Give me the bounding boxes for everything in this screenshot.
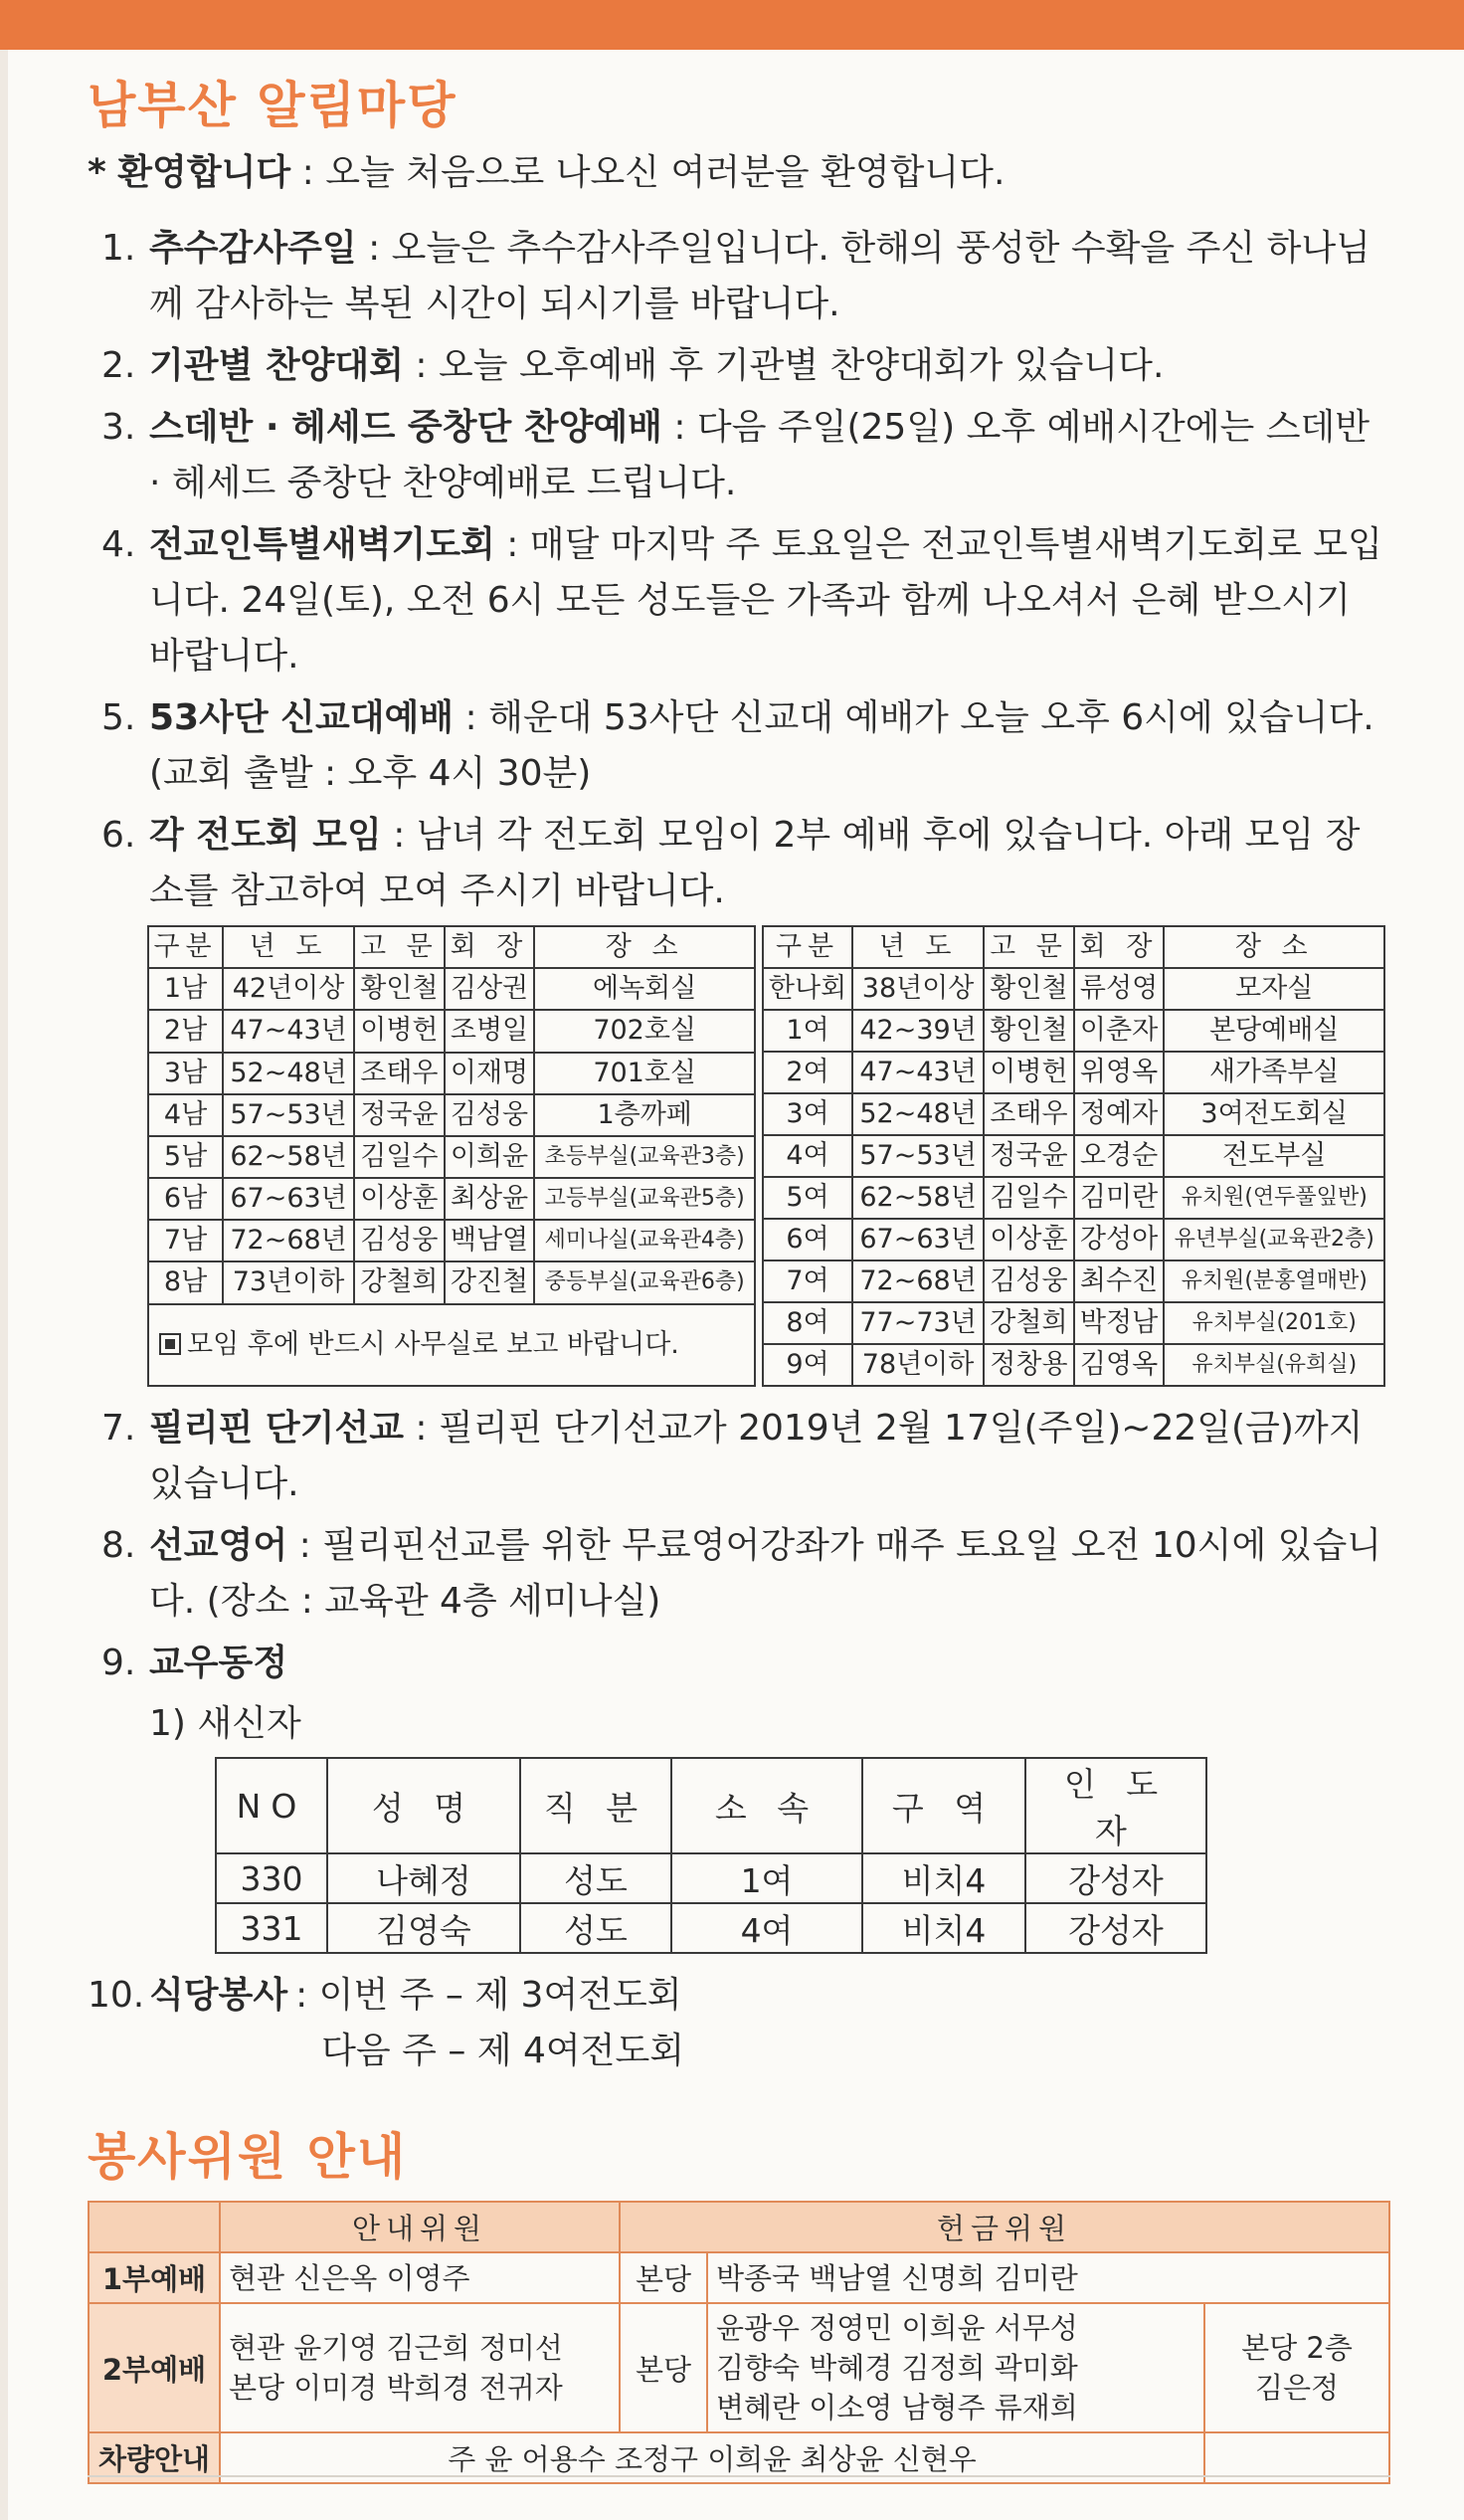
cell: 나혜정 [327,1853,520,1903]
notice-head: 추수감사주일 [149,228,357,269]
cell: 6남 [148,1178,223,1220]
notice-number: 4. [101,524,136,565]
cell: 모자실 [1164,968,1384,1010]
cell: 3여전도회실 [1164,1093,1384,1135]
cell: 7남 [148,1220,223,1261]
cell: 유치원(분홍열매반) [1164,1260,1384,1302]
cell: 위영옥 [1074,1052,1165,1093]
cell: 52~48년 [852,1093,984,1135]
cell: 비치4 [862,1903,1025,1953]
cell: 이춘자 [1074,1010,1165,1052]
table-row [763,1344,1384,1386]
cell: 김영숙 [327,1903,520,1953]
table-row [148,1094,755,1136]
cell: 57~53년 [223,1094,354,1136]
cell: 조태우 [984,1093,1074,1135]
table-row [148,1136,755,1178]
cell: 성도 [520,1853,671,1903]
cell: 정창용 [984,1344,1074,1386]
usher-line: 현관 윤기영 김근희 정미선 [229,2331,563,2365]
notice-number: 10. [88,1975,145,2016]
column-header: 구 역 [862,1758,1025,1853]
cell: 이상훈 [984,1219,1074,1260]
notices-title: 남부산 알림마당 [88,77,458,134]
table-row [216,1853,1206,1903]
column-header: 회 장 [1074,926,1165,968]
table-row [148,968,755,1010]
cell: 류성영 [1074,968,1165,1010]
cell: 김상권 [445,968,535,1010]
cell: 78년이하 [852,1344,984,1386]
notice-number: 5. [101,697,136,738]
cell: 330 [216,1853,327,1903]
cell: 백남열 [445,1220,535,1261]
cell: 황인철 [984,1010,1074,1052]
cell: 1남 [148,968,223,1010]
table-header-row [148,926,755,968]
cell: 정국윤 [354,1094,445,1136]
bulletin-page [88,72,1390,2484]
column-header: 성 명 [327,1758,520,1853]
meal-service-notice [88,1968,1390,2079]
offering-line: 김향숙 박혜경 김정희 곽미화 [716,2351,1078,2385]
report-note [148,1304,755,1386]
cell: 38년이상 [852,968,984,1010]
row-label: 2부예배 [89,2303,220,2432]
notice-item [88,808,1390,919]
notice-text: : 필리핀 단기선교가 2019년 2월 17일(주일)~22일(금)까지 있습니다. [149,1408,1364,1504]
cell: 세미나실(교육관4층) [534,1220,755,1261]
women-department-table [762,925,1385,1387]
cell: 성도 [520,1903,671,1953]
newcomer-subheading: 1) 새신자 [149,1703,301,1744]
table-header-row [216,1758,1206,1853]
notice-head: 교우동정 [149,1643,288,1683]
table-row [148,1010,755,1052]
notice-head: 식당봉사 [149,1975,288,2016]
cell: 정국윤 [984,1135,1074,1177]
cell: 2남 [148,1010,223,1052]
cell: 김성웅 [354,1220,445,1261]
cell: 김일수 [354,1136,445,1178]
notice-item [88,517,1390,684]
table-note-row [148,1304,755,1386]
notice-item [88,1518,1390,1630]
notice-text: : 남녀 각 전도회 모임이 2부 예배 후에 있습니다. 아래 모임 장소를 참고하여 모여 주시기 바랍니다. [149,815,1361,911]
cell: 오경순 [1074,1135,1165,1177]
meal-this-week: : 이번 주 – 제 3여전도회 [295,1975,682,2016]
cell: 김성웅 [984,1260,1074,1302]
car-guide-names: 주 윤 어용수 조정구 이희윤 최상윤 신현우 [220,2432,1204,2483]
cell: 정예자 [1074,1093,1165,1135]
notice-head: 선교영어 [149,1525,288,1566]
extra-name: 김은정 [1254,2371,1340,2405]
notice-number: 1. [101,228,136,269]
notice-list [88,221,1390,2079]
cell: 4남 [148,1094,223,1136]
cell: 전도부실 [1164,1135,1384,1177]
column-header: 년 도 [223,926,354,968]
offering-names: 박종국 백남열 신명희 김미란 [707,2252,1389,2303]
men-department-table [147,925,756,1387]
cell: 강철희 [984,1302,1074,1344]
cell: 에녹회실 [534,968,755,1010]
row-label: 1부예배 [89,2252,220,2303]
column-header: 고 문 [984,926,1074,968]
cell: 이재명 [445,1053,535,1094]
cell: 황인철 [984,968,1074,1010]
cell: 이상훈 [354,1178,445,1220]
column-header: 회 장 [445,926,535,968]
cell: 조병일 [445,1010,535,1052]
cell: 김성웅 [445,1094,535,1136]
cell: 47~43년 [852,1052,984,1093]
cell: 박정남 [1074,1302,1165,1344]
notice-text: : 해운대 53사단 신교대 예배가 오늘 오후 6시에 있습니다. (교회 출발 : 오후 4시 30분) [149,697,1374,794]
cell: 8여 [763,1302,852,1344]
notice-number: 7. [101,1408,136,1449]
cell: 1여 [763,1010,852,1052]
cell: 중등부실(교육관6층) [534,1261,755,1303]
welcome-text: : 오늘 처음으로 나오신 여러분을 환영합니다. [301,152,1006,193]
cell: 이병헌 [354,1010,445,1052]
cell: 9여 [763,1344,852,1386]
newcomer-table [215,1757,1207,1954]
notice-item [88,1401,1390,1512]
notice-head: 각 전도회 모임 [149,815,382,856]
notice-text: : 필리핀선교를 위한 무료영어강좌가 매주 토요일 오전 10시에 있습니다. (장소 : 교육관 4층 세미나실) [149,1525,1381,1622]
table-row [148,1261,755,1303]
cell: 3남 [148,1053,223,1094]
column-header: 구분 [148,926,223,968]
column-header: 소 속 [671,1758,862,1853]
note-square-icon [159,1333,181,1355]
cell: 331 [216,1903,327,1953]
cell: 42년이상 [223,968,354,1010]
column-header: NO [216,1758,327,1853]
cell: 72~68년 [852,1260,984,1302]
cell: 8남 [148,1261,223,1303]
welcome-line [88,145,1390,201]
cell: 김미란 [1074,1177,1165,1219]
offering-place: 본당 [620,2303,707,2432]
notice-number: 2. [101,345,136,386]
notice-head: 스데반 · 헤세드 중창단 찬양예배 [149,407,662,448]
volunteers-title: 봉사위원 안내 [88,2128,408,2186]
cell: 4여 [671,1903,862,1953]
cell: 한나회 [763,968,852,1010]
cell: 5남 [148,1136,223,1178]
notice-head: 53사단 신교대예배 [149,697,455,738]
table-row [763,1135,1384,1177]
usher-header: 안내위원 [220,2202,620,2252]
cell: 57~53년 [852,1135,984,1177]
cell: 67~63년 [223,1178,354,1220]
blank-header-cell [89,2202,220,2252]
offering-line: 변혜란 이소영 남형주 류재희 [716,2391,1078,2424]
column-header: 고 문 [354,926,445,968]
cell: 초등부실(교육관3층) [534,1136,755,1178]
notice-item [88,690,1390,802]
cell: 62~58년 [223,1136,354,1178]
welcome-bullet: * [88,152,106,193]
cell: 고등부실(교육관5층) [534,1178,755,1220]
notice-text: : 오늘 오후예배 후 기관별 찬양대회가 있습니다. [415,345,1165,386]
offering-header: 헌금위원 [620,2202,1389,2252]
welcome-head: 환영합니다 [117,152,291,193]
table-row [148,1178,755,1220]
cell: 52~48년 [223,1053,354,1094]
cell: 3여 [763,1093,852,1135]
column-header: 구분 [763,926,852,968]
volunteer-table [88,2201,1390,2484]
cell: 77~73년 [852,1302,984,1344]
notice-item [88,338,1390,394]
cell: 7여 [763,1260,852,1302]
table-row [148,1053,755,1094]
meal-next-week: 다음 주 – 제 4여전도회 [321,2031,684,2071]
cell: 이병헌 [984,1052,1074,1093]
department-meeting-tables [147,925,1385,1387]
cell: 2여 [763,1052,852,1093]
cell: 강철희 [354,1261,445,1303]
cell: 비치4 [862,1853,1025,1903]
cell: 4여 [763,1135,852,1177]
notice-number: 6. [101,815,136,856]
cell: 유년부실(교육관2층) [1164,1219,1384,1260]
column-header: 장 소 [1164,926,1384,968]
table-row [763,1093,1384,1135]
cell: 42~39년 [852,1010,984,1052]
notice-number: 8. [101,1525,136,1566]
cell: 62~58년 [852,1177,984,1219]
table-row [89,2303,1389,2432]
cell: 73년이하 [223,1261,354,1303]
notice-item [88,400,1390,511]
cell: 1층까페 [534,1094,755,1136]
cell: 본당예배실 [1164,1010,1384,1052]
cell: 6여 [763,1219,852,1260]
table-row [763,1010,1384,1052]
table-row [89,2252,1389,2303]
notice-head: 전교인특별새벽기도회 [149,524,495,565]
report-note-text: 모임 후에 반드시 사무실로 보고 바랍니다. [187,1328,679,1360]
top-color-band [0,0,1464,50]
usher-names: 현관 신은옥 이영주 [220,2252,620,2303]
cell: 강성자 [1025,1853,1206,1903]
notice-number: 3. [101,407,136,448]
usher-names [220,2303,620,2432]
notice-item [88,221,1390,332]
cell: 유치부실(201호) [1164,1302,1384,1344]
cell: 강성자 [1025,1903,1206,1953]
usher-line: 본당 이미경 박희경 전귀자 [229,2371,563,2405]
cell: 강성아 [1074,1219,1165,1260]
cell: 702호실 [534,1010,755,1052]
cell: 조태우 [354,1053,445,1094]
page-edge [0,50,8,2520]
table-row [763,1219,1384,1260]
cell: 72~68년 [223,1220,354,1261]
row-label: 차량안내 [89,2432,220,2483]
cell: 47~43년 [223,1010,354,1052]
notice-item [88,1636,1390,1691]
table-header-row [89,2202,1389,2252]
cell: 강진철 [445,1261,535,1303]
cell: 김영옥 [1074,1344,1165,1386]
table-row [148,1220,755,1261]
notice-head: 필리핀 단기선교 [149,1408,404,1449]
cell: 최수진 [1074,1260,1165,1302]
notice-text: : 매달 마지막 주 토요일은 전교인특별새벽기도회로 모입니다. 24일(토), 오전 6시 모든 성도들은 가족과 함께 나오셔서 은혜 받으시기 바랍니다. [149,524,1382,677]
table-row [763,968,1384,1010]
bottom-divider [88,2475,1390,2477]
cell: 유치원(연두풀잎반) [1164,1177,1384,1219]
notice-head: 기관별 찬양대회 [149,345,404,386]
column-header: 인 도 자 [1025,1758,1206,1853]
cell: 최상윤 [445,1178,535,1220]
extra-offering [1204,2303,1389,2432]
cell: 5여 [763,1177,852,1219]
offering-place: 본당 [620,2252,707,2303]
offering-names [707,2303,1204,2432]
table-row [216,1903,1206,1953]
cell: 김일수 [984,1177,1074,1219]
table-row [763,1260,1384,1302]
notice-text: : 오늘은 추수감사주일입니다. 한해의 풍성한 수확을 주신 하나님께 감사하는 복된 시간이 되시기를 바랍니다. [149,228,1371,324]
column-header: 년 도 [852,926,984,968]
notice-text: : 다음 주일(25일) 오후 예배시간에는 스데반 · 헤세드 중창단 찬양예배로 드립니다. [149,407,1371,503]
column-header: 장 소 [534,926,755,968]
table-row [763,1177,1384,1219]
table-header-row [763,926,1384,968]
extra-place: 본당 2층 [1241,2331,1353,2365]
cell: 1여 [671,1853,862,1903]
notice-number: 9. [101,1643,136,1683]
cell: 유치부실(유희실) [1164,1344,1384,1386]
cell: 67~63년 [852,1219,984,1260]
offering-line: 윤광우 정영민 이희윤 서무성 [716,2311,1078,2345]
table-row [763,1302,1384,1344]
cell: 새가족부실 [1164,1052,1384,1093]
cell: 황인철 [354,968,445,1010]
table-row [763,1052,1384,1093]
column-header: 직 분 [520,1758,671,1853]
cell: 701호실 [534,1053,755,1094]
meal-schedule [295,1968,684,2079]
cell: 이희윤 [445,1136,535,1178]
